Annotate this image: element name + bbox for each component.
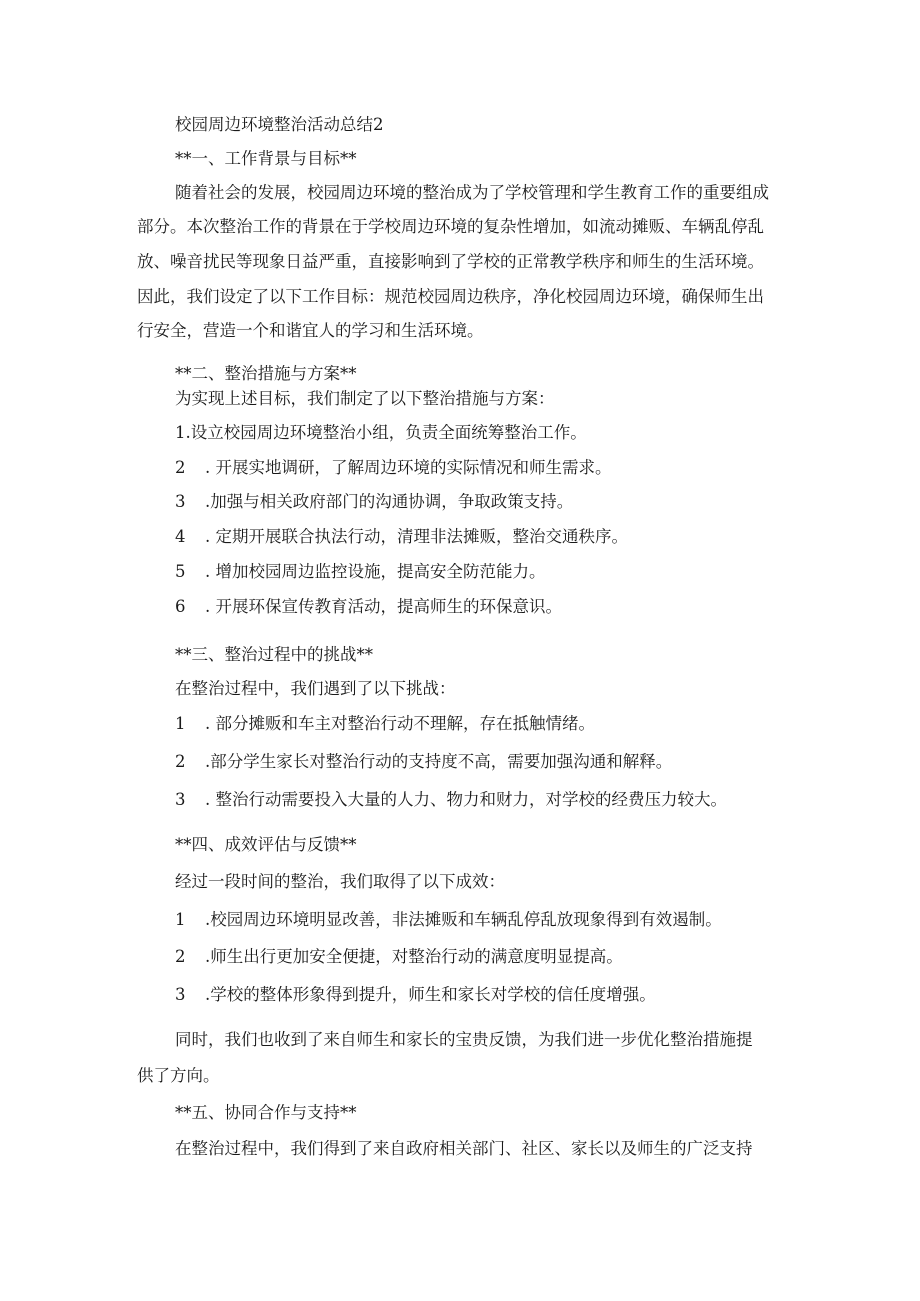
- list-item-text: .校园周边环境明显改善，非法摊贩和车辆乱停乱放现象得到有效遏制。: [205, 910, 722, 929]
- list-item: [175, 423, 587, 443]
- list-item: [175, 492, 573, 512]
- list-item-number: 1.: [175, 423, 191, 442]
- list-item: [175, 562, 546, 582]
- section-1-paragraph-line: 因此，我们设定了以下工作目标：规范校园周边秩序，净化校园周边环境，确保师生出: [137, 287, 764, 306]
- section-2-intro: 为实现上述目标，我们制定了以下整治措施与方案：: [175, 389, 555, 408]
- list-item-text: . 定期开展联合执法行动，清理非法摊贩，整治交通秩序。: [205, 527, 628, 546]
- list-item: [175, 947, 623, 967]
- list-item: [175, 752, 672, 772]
- list-item-text: . 部分摊贩和车主对整治行动不理解，存在抵触情绪。: [205, 714, 595, 733]
- list-item-text: . 增加校园周边监控设施，提高安全防范能力。: [205, 562, 546, 581]
- section-4-paragraph-line: 供了方向。: [137, 1066, 220, 1085]
- list-item-number: 5: [175, 562, 186, 581]
- section-3-intro: 在整治过程中，我们遇到了以下挑战：: [175, 679, 456, 698]
- list-item: [175, 458, 612, 478]
- list-item-text: . 开展实地调研，了解周边环境的实际情况和师生需求。: [205, 458, 612, 477]
- list-item-text: .部分学生家长对整治行动的支持度不高，需要加强沟通和解释。: [205, 752, 673, 771]
- list-item-number: 3: [175, 492, 186, 511]
- list-item-text: . 整治行动需要投入大量的人力、物力和财力，对学校的经费压力较大。: [205, 790, 727, 809]
- list-item: [175, 597, 562, 617]
- section-1-paragraph-line: 随着社会的发展，校园周边环境的整治成为了学校管理和学生教育工作的重要组成: [175, 183, 769, 202]
- list-item-number: 6: [175, 597, 186, 616]
- section-5-heading: **五、协同合作与支持**: [175, 1103, 357, 1122]
- list-item-number: 3: [175, 985, 186, 1004]
- section-4-heading: **四、成效评估与反馈**: [175, 835, 357, 854]
- section-1-paragraph-line: 放、噪音扰民等现象日益严重，直接影响到了学校的正常教学秩序和师生的生活环境。: [137, 252, 764, 271]
- list-item: [175, 985, 656, 1005]
- section-1-heading: **一、工作背景与目标**: [175, 149, 357, 168]
- list-item-text: .加强与相关政府部门的沟通协调，争取政策支持。: [205, 492, 574, 511]
- section-1-paragraph-line: 部分。本次整治工作的背景在于学校周边环境的复杂性增加，如流动摊贩、车辆乱停乱: [137, 217, 764, 236]
- list-item-number: 4: [175, 527, 186, 546]
- document-title: 校园周边环境整治活动总结2: [175, 115, 384, 134]
- section-2-heading: **二、整治措施与方案**: [175, 364, 357, 383]
- section-1-paragraph-line: 行安全，营造一个和谐宜人的学习和生活环境。: [137, 321, 484, 340]
- list-item-number: 2: [175, 458, 186, 477]
- section-4-intro: 经过一段时间的整治，我们取得了以下成效：: [175, 872, 505, 891]
- list-item-number: 3: [175, 790, 186, 809]
- section-3-heading: **三、整治过程中的挑战**: [175, 645, 373, 664]
- list-item-text: . 开展环保宣传教育活动，提高师生的环保意识。: [205, 597, 562, 616]
- list-item: [175, 790, 727, 810]
- list-item: [175, 527, 628, 547]
- list-item-text: .学校的整体形象得到提升，师生和家长对学校的信任度增强。: [205, 985, 656, 1004]
- section-4-paragraph-line: 同时，我们也收到了来自师生和家长的宝贵反馈，为我们进一步优化整治措施提: [175, 1030, 753, 1049]
- list-item: [175, 714, 595, 734]
- list-item-number: 2: [175, 947, 186, 966]
- list-item-number: 1: [175, 910, 186, 929]
- list-item-text: .师生出行更加安全便捷，对整治行动的满意度明显提高。: [205, 947, 623, 966]
- list-item-number: 2: [175, 752, 186, 771]
- list-item: [175, 910, 722, 930]
- list-item-text: 设立校园周边环境整治小组，负责全面统筹整治工作。: [190, 423, 587, 442]
- list-item-number: 1: [175, 714, 186, 733]
- section-5-paragraph-line: 在整治过程中，我们得到了来自政府相关部门、社区、家长以及师生的广泛支持: [175, 1139, 753, 1158]
